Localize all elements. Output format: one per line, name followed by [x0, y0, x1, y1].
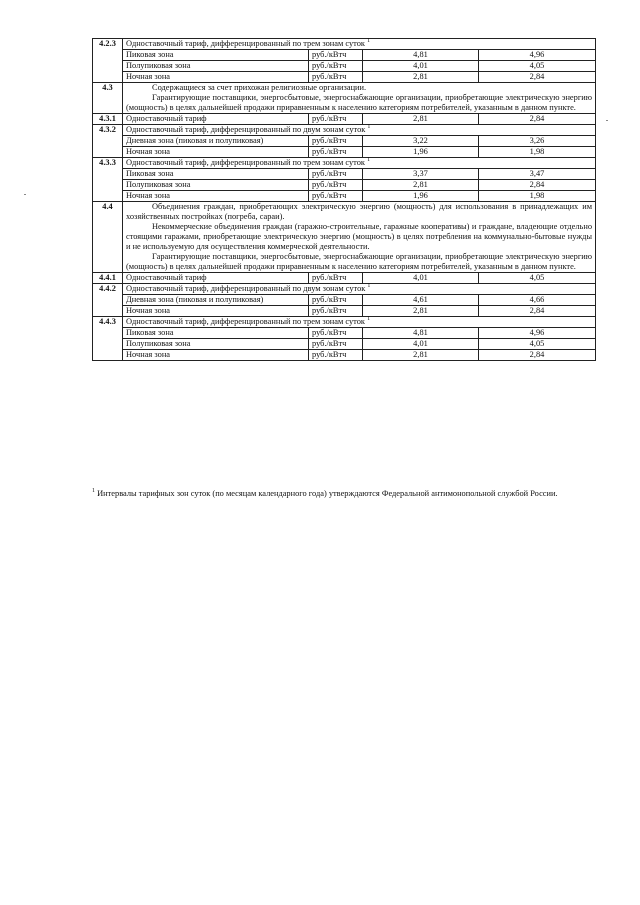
- tariff-value-1: 4,01: [363, 273, 479, 284]
- item-number: 4.3.1: [93, 114, 123, 125]
- unit-cell: руб./кВтч: [309, 114, 363, 125]
- item-number: 4.4.3: [93, 317, 123, 361]
- unit-cell: руб./кВтч: [309, 147, 363, 158]
- tariff-value-2: 3,47: [479, 169, 596, 180]
- tariff-value-1: 2,81: [363, 180, 479, 191]
- item-number: 4.4.1: [93, 273, 123, 284]
- tariff-row: [93, 61, 596, 72]
- section-title-text: Одноставочный тариф, дифференцированный по двум зонам суток: [126, 125, 366, 134]
- item-number: 4.3: [93, 83, 123, 114]
- zone-label: Ночная зона: [123, 350, 309, 361]
- footnote: [92, 488, 595, 499]
- tariff-table: [92, 38, 596, 361]
- tariff-value-2: 4,05: [479, 339, 596, 350]
- unit-cell: руб./кВтч: [309, 61, 363, 72]
- unit-cell: руб./кВтч: [309, 180, 363, 191]
- zone-label: Дневная зона (пиковая и полупиковая): [123, 136, 309, 147]
- unit-cell: руб./кВтч: [309, 169, 363, 180]
- zone-label: Полупиковая зона: [123, 339, 309, 350]
- unit-cell: руб./кВтч: [309, 295, 363, 306]
- tariff-value-2: 2,84: [479, 180, 596, 191]
- unit-cell: руб./кВтч: [309, 339, 363, 350]
- section-header-row: [93, 125, 596, 136]
- description-paragraph: Содержащиеся за счет прихожан религиозные организации.: [152, 83, 367, 92]
- tariff-value-1: 1,96: [363, 191, 479, 202]
- category-description: [123, 202, 596, 273]
- unit-cell: руб./кВтч: [309, 328, 363, 339]
- section-header-row: [93, 317, 596, 328]
- description-paragraph: Объединения граждан, приобретающих электрическую энергию (мощность) для использования в принадлежащих им хозяйственных постройках (погреба, сараи).: [126, 202, 593, 221]
- unit-cell: руб./кВтч: [309, 350, 363, 361]
- tariff-label: Одноставочный тариф: [123, 114, 309, 125]
- zone-label: Ночная зона: [123, 147, 309, 158]
- description-paragraph: Некоммерческие объединения граждан (гаражно-строительные, гаражные кооперативы) и граждане, владеющие отдельно стоящими гаражами, приобретающие электрическую энергию (мощность) в целях потребления на коммунально-бытовые нужды и не используемую для осуществления коммерческой деятельности.: [126, 222, 593, 251]
- tariff-value-1: 3,22: [363, 136, 479, 147]
- section-header-row: [93, 39, 596, 50]
- tariff-row: [93, 72, 596, 83]
- tariff-value-2: 2,84: [479, 350, 596, 361]
- tariff-row: [93, 169, 596, 180]
- tariff-value-1: 4,81: [363, 50, 479, 61]
- footnote-ref: 1: [367, 124, 371, 131]
- category-description: [123, 83, 596, 114]
- footnote-ref: 1: [367, 316, 371, 323]
- tariff-value-2: 1,98: [479, 191, 596, 202]
- tariff-value-2: 2,84: [479, 306, 596, 317]
- tariff-value-2: 4,96: [479, 328, 596, 339]
- tariff-row: [93, 114, 596, 125]
- tariff-value-1: 4,81: [363, 328, 479, 339]
- zone-label: Пиковая зона: [123, 169, 309, 180]
- tariff-value-1: 2,81: [363, 350, 479, 361]
- tariff-value-1: 4,01: [363, 61, 479, 72]
- tariff-row: [93, 136, 596, 147]
- section-title-text: Одноставочный тариф, дифференцированный по трем зонам суток: [126, 39, 365, 48]
- unit-cell: руб./кВтч: [309, 273, 363, 284]
- tariff-value-1: 4,01: [363, 339, 479, 350]
- tariff-row: [93, 306, 596, 317]
- zone-label: Полупиковая зона: [123, 61, 309, 72]
- section-title: [123, 39, 596, 50]
- tariff-value-2: 4,05: [479, 273, 596, 284]
- zone-label: Полупиковая зона: [123, 180, 309, 191]
- unit-cell: руб./кВтч: [309, 191, 363, 202]
- section-title: [123, 158, 596, 169]
- unit-cell: руб./кВтч: [309, 72, 363, 83]
- tariff-value-2: 2,84: [479, 72, 596, 83]
- category-row: [93, 83, 596, 114]
- tariff-value-2: 2,84: [479, 114, 596, 125]
- zone-label: Пиковая зона: [123, 328, 309, 339]
- zone-label: Ночная зона: [123, 72, 309, 83]
- section-title-text: Одноставочный тариф, дифференцированный по трем зонам суток: [126, 158, 365, 167]
- zone-label: Дневная зона (пиковая и полупиковая): [123, 295, 309, 306]
- tariff-value-1: 4,61: [363, 295, 479, 306]
- tariff-value-2: 1,98: [479, 147, 596, 158]
- section-title: [123, 317, 596, 328]
- item-number: 4.4: [93, 202, 123, 273]
- zone-label: Ночная зона: [123, 306, 309, 317]
- footnote-text: Интервалы тарифных зон суток (по месяцам календарного года) утверждаются Федеральной антимонопольной службой России.: [97, 489, 558, 498]
- scan-speck: [24, 194, 26, 195]
- tariff-value-2: 4,66: [479, 295, 596, 306]
- tariff-row: [93, 339, 596, 350]
- tariff-row: [93, 147, 596, 158]
- footnote-mark: 1: [92, 488, 95, 495]
- category-row: [93, 202, 596, 273]
- tariff-row: [93, 295, 596, 306]
- tariff-row: [93, 350, 596, 361]
- scan-speck: [606, 120, 608, 121]
- unit-cell: руб./кВтч: [309, 306, 363, 317]
- footnote-ref: 1: [367, 157, 371, 164]
- item-number: 4.4.2: [93, 284, 123, 317]
- tariff-value-1: 2,81: [363, 114, 479, 125]
- section-title-text: Одноставочный тариф, дифференцированный по двум зонам суток: [126, 284, 366, 293]
- section-title: [123, 125, 596, 136]
- description-paragraph: Гарантирующие поставщики, энергосбытовые, энергоснабжающие организации, приобретающие электрическую энергию (мощность) в целях дальнейшей продажи приравненным к населению категориям потребителей, указанным в данном пункте.: [126, 93, 593, 112]
- tariff-row: [93, 180, 596, 191]
- description-paragraph: Гарантирующие поставщики, энергосбытовые, энергоснабжающие организации, приобретающие электрическую энергию (мощность) в целях дальнейшей продажи приравненным к населению категориям потребителей, указанным в данном пункте.: [126, 252, 593, 271]
- section-header-row: [93, 284, 596, 295]
- tariff-label: Одноставочный тариф: [123, 273, 309, 284]
- item-number: 4.2.3: [93, 39, 123, 83]
- tariff-value-1: 2,81: [363, 306, 479, 317]
- tariff-row: [93, 328, 596, 339]
- footnote-ref: 1: [367, 38, 371, 45]
- footnote-ref: 1: [367, 283, 371, 290]
- item-number: 4.3.3: [93, 158, 123, 202]
- section-title-text: Одноставочный тариф, дифференцированный по трем зонам суток: [126, 317, 365, 326]
- tariff-value-2: 4,05: [479, 61, 596, 72]
- tariff-value-1: 1,96: [363, 147, 479, 158]
- zone-label: Ночная зона: [123, 191, 309, 202]
- tariff-row: [93, 191, 596, 202]
- tariff-value-2: 3,26: [479, 136, 596, 147]
- tariff-row: [93, 273, 596, 284]
- zone-label: Пиковая зона: [123, 50, 309, 61]
- tariff-row: [93, 50, 596, 61]
- tariff-value-2: 4,96: [479, 50, 596, 61]
- section-title: [123, 284, 596, 295]
- unit-cell: руб./кВтч: [309, 50, 363, 61]
- tariff-value-1: 3,37: [363, 169, 479, 180]
- item-number: 4.3.2: [93, 125, 123, 158]
- section-header-row: [93, 158, 596, 169]
- tariff-value-1: 2,81: [363, 72, 479, 83]
- unit-cell: руб./кВтч: [309, 136, 363, 147]
